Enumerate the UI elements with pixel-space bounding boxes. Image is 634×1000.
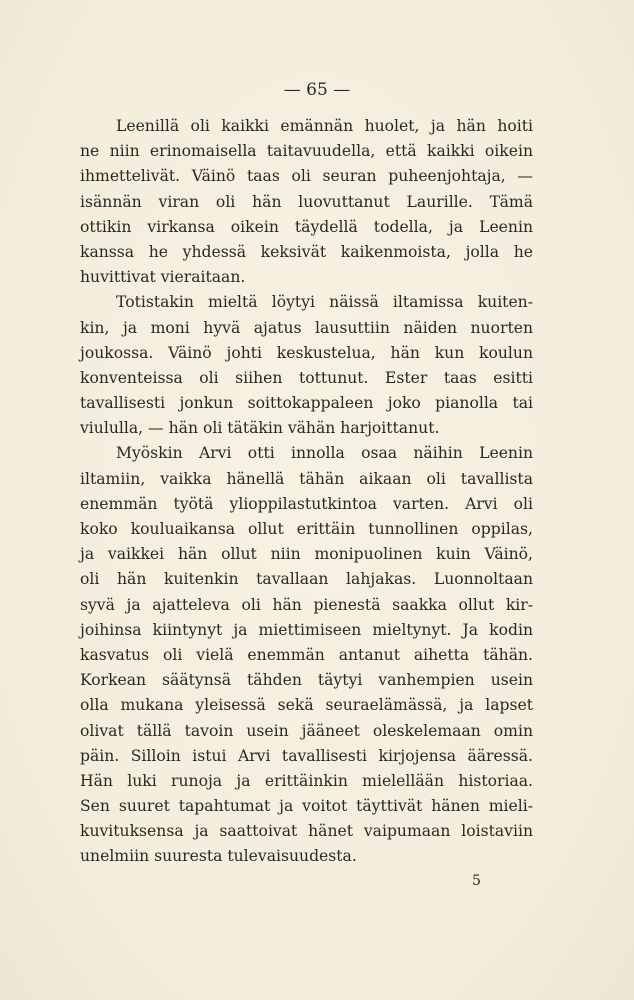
text-line: Korkean säätynsä tähden täytyi vanhempien usein xyxy=(80,671,533,690)
text-line: oli hän kuitenkin tavallaan lahjakas. Luonnoltaan xyxy=(80,570,533,589)
page-number: — 65 — xyxy=(283,80,351,100)
signature-mark: 5 xyxy=(472,873,481,889)
text-line: päin. Silloin istui Arvi tavallisesti kirjojensa ääressä. xyxy=(80,746,533,765)
text-line: koko kouluaikansa ollut erittäin tunnollinen oppilas, xyxy=(80,520,533,538)
text-line: joihinsa kiintynyt ja miettimiseen mieltynyt. Ja kodin xyxy=(80,620,533,639)
text-line: enemmän työtä ylioppilastutkintoa varten. Arvi oli xyxy=(80,494,533,513)
text-line: olla mukana yleisessä sekä seuraelämässä, ja lapset xyxy=(80,696,533,715)
text-line: ja vaikkei hän ollut niin monipuolinen kuin Väinö, xyxy=(80,545,533,564)
text-line: Leenillä oli kaikki emännän huolet, ja hän hoiti xyxy=(116,117,533,135)
text-line: viululla, — hän oli tätäkin vähän harjoittanut. xyxy=(80,419,440,438)
text-line: joukossa. Väinö johti keskustelua, hän kun koulun xyxy=(80,343,533,362)
text-line: konventeissa oli siihen tottunut. Ester taas esitti xyxy=(80,368,533,387)
text-line: iltamiin, vaikka hänellä tähän aikaan oli tavallista xyxy=(80,469,533,488)
text-line: kin, ja moni hyvä ajatus lausuttiin näiden nuorten xyxy=(80,318,533,337)
text-line: ottikin virkansa oikein täydellä todella, ja Leenin xyxy=(80,217,533,236)
text-line: tavallisesti jonkun soittokappaleen joko pianolla tai xyxy=(80,394,533,413)
text-line: kuvituksensa ja saattoivat hänet vaipumaan loistaviin xyxy=(80,822,533,841)
text-line: ihmettelivät. Väinö taas oli seuran puheenjohtaja, — xyxy=(80,167,533,186)
paragraph-1 xyxy=(80,114,533,290)
text-line: huvittivat vieraitaan. xyxy=(80,268,246,287)
text-line: Totistakin mieltä löytyi näissä iltamissa kuiten- xyxy=(116,293,533,312)
text-line: olivat tällä tavoin usein jääneet oleskelemaan omin xyxy=(80,721,533,740)
body-text xyxy=(80,114,533,870)
text-line: kanssa he yhdessä keksivät kaikenmoista, jolla he xyxy=(80,242,533,261)
text-line: isännän viran oli hän luovuttanut Laurille. Tämä xyxy=(80,192,533,211)
text-line: kasvatus oli vielä enemmän antanut aihetta tähän. xyxy=(80,645,533,664)
paragraph-2 xyxy=(80,290,533,441)
text-line: Myöskin Arvi otti innolla osaa näihin Leenin xyxy=(116,444,533,463)
text-line: Hän luki runoja ja erittäinkin mielellään historiaa. xyxy=(80,771,533,790)
text-line: Sen suuret tapahtumat ja voitot täyttivät hänen mieli- xyxy=(80,797,533,816)
text-line: syvä ja ajatteleva oli hän pienestä saakka ollut kir- xyxy=(80,595,533,614)
text-line: unelmiin suuresta tulevaisuudesta. xyxy=(80,847,357,866)
paragraph-3 xyxy=(80,441,533,869)
text-line: ne niin erinomaisella taitavuudella, että kaikki oikein xyxy=(80,142,533,161)
